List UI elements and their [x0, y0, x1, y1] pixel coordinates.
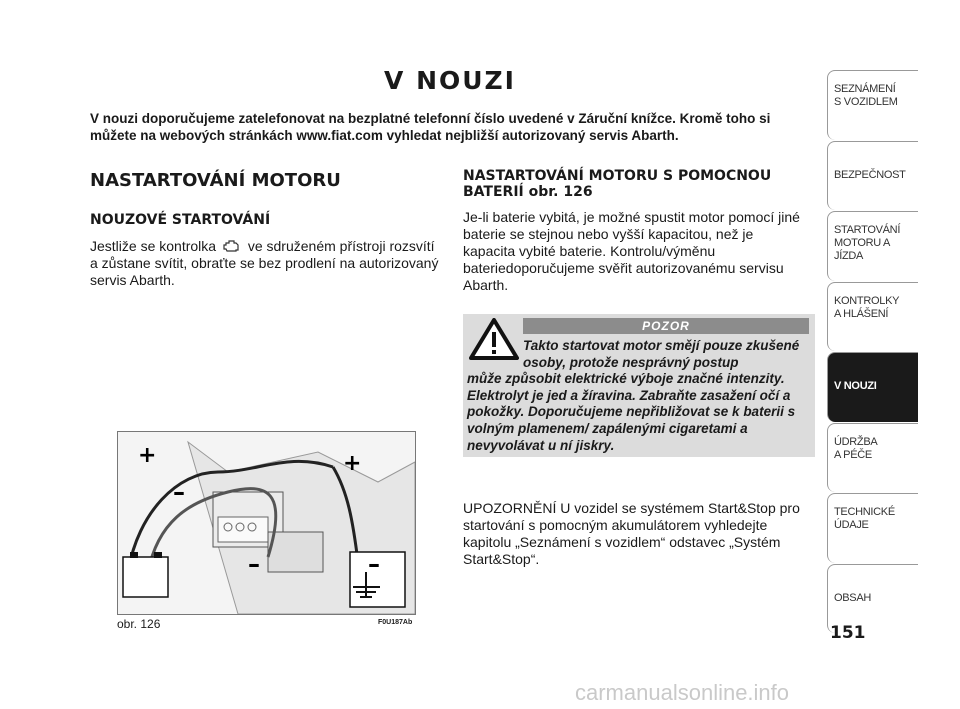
tab-technicke[interactable] — [827, 493, 918, 563]
minus-label: – — [248, 550, 260, 578]
chapter-tabs — [827, 70, 918, 634]
emergency-start-paragraph — [90, 238, 440, 289]
tab-label: V NOUZI — [834, 380, 877, 392]
plus-label: + — [343, 451, 362, 476]
tab-label: S VOZIDLEM — [834, 96, 898, 108]
plus-label: + — [138, 443, 157, 468]
intro-paragraph: V nouzi doporučujeme zatelefonovat na bezplatné telefonní číslo uvedené v Záruční knížce. Kromě toho si můžete na webových stránkách www.fiat.com vyhledat nejbližší autorizovaný servis Abarth. — [90, 111, 771, 143]
minus-label: – — [368, 550, 380, 578]
jump-start-paragraph: Je-li baterie vybitá, je možné spustit motor pomocí jiné baterie se stejnou nebo vyšší kapacitou, než je kapacita vybité baterie. Kontrolu/výměnu bateriedoporučujeme svěřit autorizovanému servisu Abarth. — [463, 209, 800, 293]
tab-label: KONTROLKY — [834, 294, 900, 307]
tab-label: STARTOVÁNÍ — [834, 224, 901, 236]
tab-seznameni[interactable] — [827, 70, 918, 140]
minus-label: – — [173, 478, 185, 506]
tab-label: ÚDAJE — [834, 519, 869, 531]
jump-start-heading: NASTARTOVÁNÍ MOTORU S POMOCNOU BATERIÍ obr. 126 — [463, 168, 772, 200]
figure-caption: obr. 126 — [117, 617, 161, 631]
tab-label: A PÉČE — [834, 448, 872, 461]
warning-text — [467, 338, 813, 454]
tab-label: BEZPEČNOST — [834, 168, 906, 181]
tab-label: OBSAH — [834, 591, 872, 604]
tab-label: TECHNICKÉ — [834, 506, 895, 518]
jump-start-illustration — [118, 432, 415, 614]
tab-kontrolky[interactable] — [827, 282, 918, 352]
page-title: V NOUZI — [384, 66, 516, 95]
tab-udrzba[interactable] — [827, 423, 918, 493]
tab-v-nouzi[interactable] — [827, 352, 918, 422]
warning-text-first: Takto startovat motor smějí pouze zkušené osoby, protože nesprávný postup — [523, 338, 800, 370]
tab-label: MOTORU A JÍZDA — [834, 237, 890, 262]
page-number: 151 — [830, 623, 866, 643]
warning-label: POZOR — [523, 318, 809, 334]
start-stop-note: UPOZORNĚNÍ U vozidel se systémem Start&Stop pro startování s pomocným akumulátorem vyhledejte kapitolu „Seznámení s vozidlem“ odstavec „Systém Start&Stop“. — [463, 500, 800, 567]
paragraph-text-a: Jestliže se kontrolka — [90, 238, 217, 254]
watermark: carmanualsonline.info — [575, 680, 790, 705]
tab-label: A HLÁŠENÍ — [834, 307, 889, 320]
engine-warning-icon — [223, 239, 241, 253]
tab-bezpecnost[interactable] — [827, 141, 918, 211]
paragraph-text-b: ve sdruženém přístroji rozsvítí a zůstane svítit, obraťte se bez prodlení na autorizovaný servis Abarth. — [90, 238, 439, 288]
warning-text-rest: může způsobit elektrické výboje značné intenzity. Elektrolyt je jed a žíravina. Zabraňte zasažení očí a pokožky. Doporučujeme nepřibližovat se k baterii s volným plamenem/ zapálenými cigaretami a nevyvolávat u ní jiskry. — [467, 371, 796, 453]
tab-label: ÚDRŽBA — [834, 435, 878, 448]
figure-code: F0U187Ab — [378, 619, 413, 626]
subsection-heading: NOUZOVÉ STARTOVÁNÍ — [90, 212, 271, 228]
section-heading: NASTARTOVÁNÍ MOTORU — [90, 170, 341, 191]
warning-box — [463, 314, 815, 457]
tab-startovani[interactable] — [827, 211, 918, 281]
tab-label: SEZNÁMENÍ — [834, 83, 896, 95]
jump-start-figure — [117, 431, 416, 615]
